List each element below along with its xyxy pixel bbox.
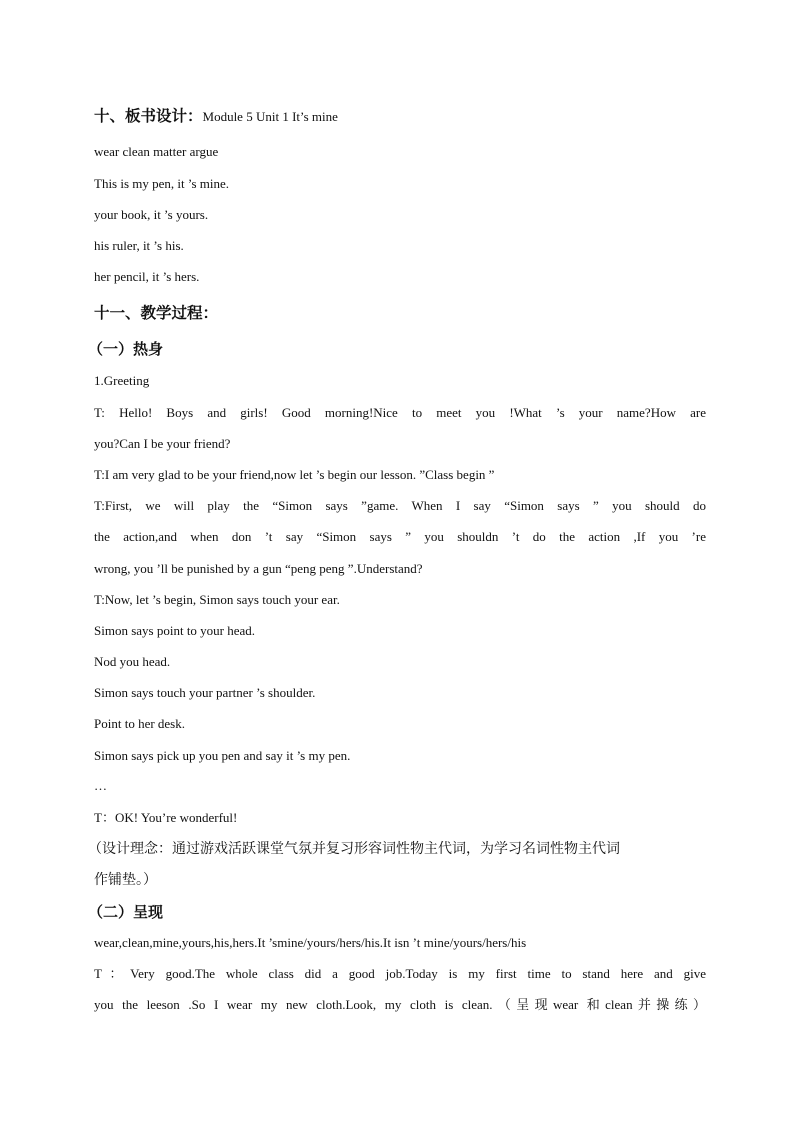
teaching-process-heading: 十一、教学过程： bbox=[94, 304, 219, 322]
warmup-line: Point to her desk. bbox=[94, 716, 185, 731]
board-line: her pencil, it ’s hers. bbox=[94, 269, 200, 284]
warmup-line: T: Hello! Boys and girls! Good morning!Nice to meet you !What ’s your name?How are bbox=[94, 405, 706, 420]
board-line: This is my pen, it ’s mine. bbox=[94, 176, 230, 191]
warmup-line: Simon says touch your partner ’s shoulder. bbox=[94, 685, 316, 700]
warmup-heading: （一）热身 bbox=[88, 340, 164, 358]
presentation-line: wear,clean,mine,yours,his,hers.It ’smine/yours/hers/his.It isn ’t mine/yours/hers/his bbox=[94, 935, 527, 950]
greeting-label: 1.Greeting bbox=[94, 373, 150, 388]
board-line: his ruler, it ’s his. bbox=[94, 238, 184, 253]
warmup-line: … bbox=[94, 778, 107, 793]
warmup-line: the action,and when don ’t say “Simon says ” you shouldn ’t do the action ,If you ’re bbox=[94, 529, 706, 544]
warmup-line: T:Now, let ’s begin, Simon says touch your ear. bbox=[94, 592, 340, 607]
warmup-line: T：OK! You’re wonderful! bbox=[94, 810, 238, 825]
board-line: wear clean matter argue bbox=[94, 144, 219, 159]
warmup-line: Simon says pick up you pen and say it ’s my pen. bbox=[94, 748, 351, 763]
presentation-heading: （二）呈现 bbox=[88, 903, 164, 921]
board-line: your book, it ’s yours. bbox=[94, 207, 209, 222]
board-design-heading-text: 十、板书设计： bbox=[94, 107, 203, 125]
presentation-line: T：Very good.The whole class did a good job.Today is my first time to stand here and give bbox=[94, 966, 706, 981]
design-note-line: 作铺垫。） bbox=[94, 872, 157, 888]
warmup-line: T:First, we will play the “Simon says ”game. When I say “Simon says ” you should do bbox=[94, 498, 706, 513]
design-note-line: （设计理念：通过游戏活跃课堂气氛并复习形容词性物主代词，为学习名词性物主代词 bbox=[88, 841, 620, 857]
warmup-line: wrong, you ’ll be punished by a gun “peng peng ”.Understand? bbox=[94, 561, 423, 576]
presentation-line: you the leeson .So I wear my new cloth.Look, my cloth is clean.（呈现wear 和clean并操练） bbox=[94, 997, 706, 1012]
board-design-title: Module 5 Unit 1 It’s mine bbox=[202, 109, 338, 124]
warmup-line: T:I am very glad to be your friend,now let ’s begin our lesson. ”Class begin ” bbox=[94, 467, 495, 482]
warmup-line: you?Can I be your friend? bbox=[94, 436, 231, 451]
warmup-line: Simon says point to your head. bbox=[94, 623, 256, 638]
warmup-line: Nod you head. bbox=[94, 654, 171, 669]
board-design-heading bbox=[94, 107, 706, 126]
